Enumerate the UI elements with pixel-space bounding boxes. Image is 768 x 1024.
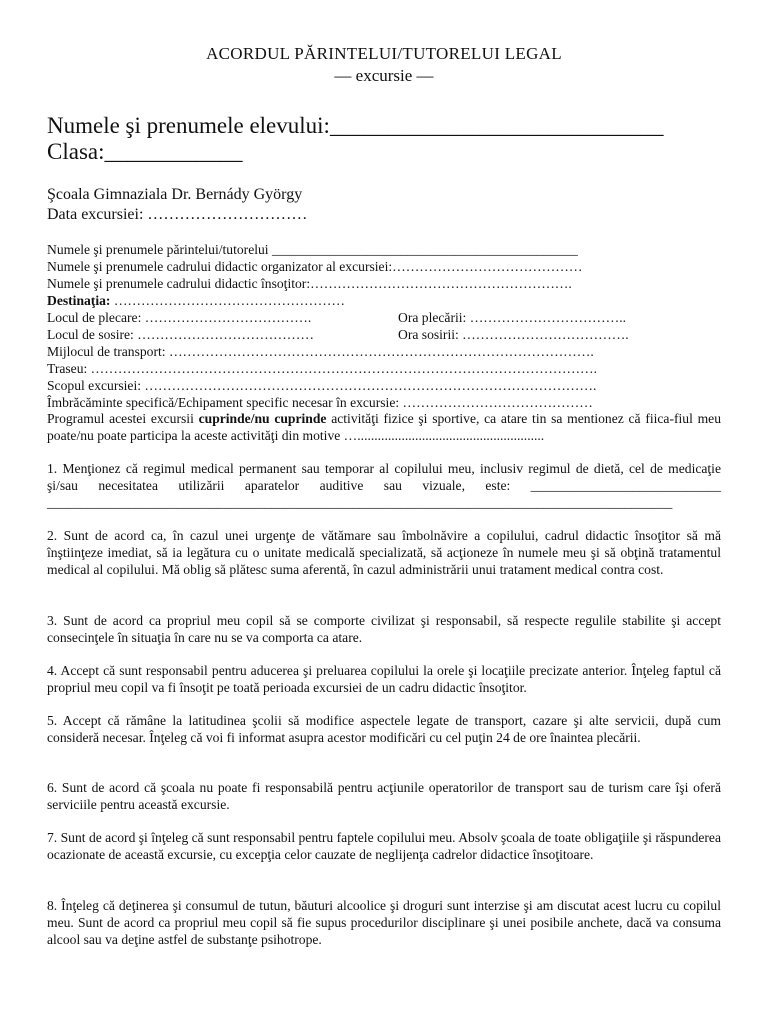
trip-date-line: Data excursiei: ………………………… — [47, 206, 308, 223]
clause-7: 7. Sunt de acord şi înţeleg că sunt responsabil pentru faptele copilului meu. Absolv şcoala de toate obligaţiile şi răspunderea ocazionate de această excursie, cu excepţia celor cauzate de neglijenţa cadrelor didactice însoţitoare. — [47, 830, 721, 863]
destination-label: Destinaţia: — [47, 293, 111, 308]
school-line — [47, 186, 302, 204]
clause-6: 6. Sunt de acord că şcoala nu poate fi responsabilă pentru acţiunile operatorilor de transport sau de turism care îşi oferă serviciile pentru această excursie. — [47, 780, 721, 813]
organizer-name-field: Numele şi prenumele cadrului didactic organizator al excursiei:…………………………………… — [47, 259, 583, 274]
clause-5: 5. Accept că rămâne la latitudinea şcolii să modifice aspectele legate de transport, cazare şi alte servicii, după cum consideră necesar. Înţeleg că voi fi informat asupra acestor modificări cu cel puţin 24 de ore înaintea plecării. — [47, 713, 721, 746]
clause-3: 3. Sunt de acord ca propriul meu copil să se comporte civilizat şi responsabil, să respecte regulile stabilite şi accept consecinţele în situaţia în care nu se va comporta ca atare. — [47, 613, 721, 646]
clause-2: 2. Sunt de acord ca, în cazul unei urgenţe de vătămare sau îmbolnăvire a copilului, cadrul didactic însoţitor să mă înştiinţeze imediat, să ia legătura cu o unitate medicală specializată, să acţioneze în numele meu şi să obţină tratamentul medical al copilului. Mă oblig să plătesc suma aferentă, în cazul administrării unui tratament medical contra cost. — [47, 528, 721, 578]
school-name: Gimnaziala Dr. Bernády György — [93, 186, 303, 203]
clause-4: 4. Accept că sunt responsabil pentru aducerea şi preluarea copilului la orele şi locaţiile precizate anterior. Înţeleg faptul că propriul meu copil va fi însoţit pe toată perioada excursiei de un cadru didactic însoţitor. — [47, 663, 721, 696]
student-name-line: Numele şi prenumele elevului:_____________________________ — [47, 113, 664, 138]
program-paragraph — [47, 410, 721, 444]
route-field: Traseu: …………………………………………………………………………………………………. — [47, 361, 598, 376]
clothing-field: Îmbrăcăminte specifică/Echipament specific necesar în excursie: …………………………………… — [47, 395, 593, 410]
student-class-line: Clasa:____________ — [47, 139, 243, 164]
program-text-a: Programul acestei excursii — [47, 411, 199, 426]
destination-value: …………………………………………… — [110, 293, 345, 308]
program-text-c: activităţi fizice şi sportive, ca atare tin sa mentionez că fiica-fiul meu poate/nu poate participa la aceste activităţi din motive …....................................................... — [47, 411, 721, 444]
parent-name-field: Numele şi prenumele părintelui/tutorelui _____________________________________________ — [47, 242, 578, 257]
arrival-time-field: Ora sosirii: ………………………………. — [398, 327, 629, 342]
school-prefix: Şcoala — [47, 186, 94, 203]
destination-field — [47, 292, 345, 309]
departure-place-field: Locul de plecare: ………………………………. — [47, 310, 312, 325]
document-title: ACORDUL PĂRINTELUI/TUTORELUI LEGAL — [206, 44, 562, 63]
transport-field: Mijlocul de transport: …………………………………………………………………………………. — [47, 344, 594, 359]
purpose-field: Scopul excursiei: ………………………………………………………………………………………. — [47, 378, 597, 393]
document-subtitle: — excursie — — [334, 66, 434, 85]
departure-time-field: Ora plecării: …………………………….. — [398, 310, 627, 325]
companion-name-field: Numele şi prenumele cadrului didactic însoţitor:…………………………………………………. — [47, 276, 572, 291]
arrival-place-field: Locul de sosire: ………………………………… — [47, 327, 314, 342]
program-option: cuprinde/nu cuprinde — [198, 411, 327, 426]
clause-1: 1. Menţionez că regimul medical permanent sau temporar al copilului meu, inclusiv regimul de dietă, cel de medicaţie şi/sau necesitatea utilizării aparatelor auditive sau vizuale, este: ____________________________ ____________________________________________________________________________________________ — [47, 461, 721, 511]
clause-8: 8. Înţeleg că deţinerea şi consumul de tutun, băuturi alcoolice şi droguri sunt interzise şi am discutat acest lucru cu copilul meu. Sunt de acord ca propriul meu copil să fie supus procedurilor disciplinare şi unei posibile anchete, dacă va consuma alcool sau va deţine astfel de substanţe psihotrope. — [47, 898, 721, 948]
